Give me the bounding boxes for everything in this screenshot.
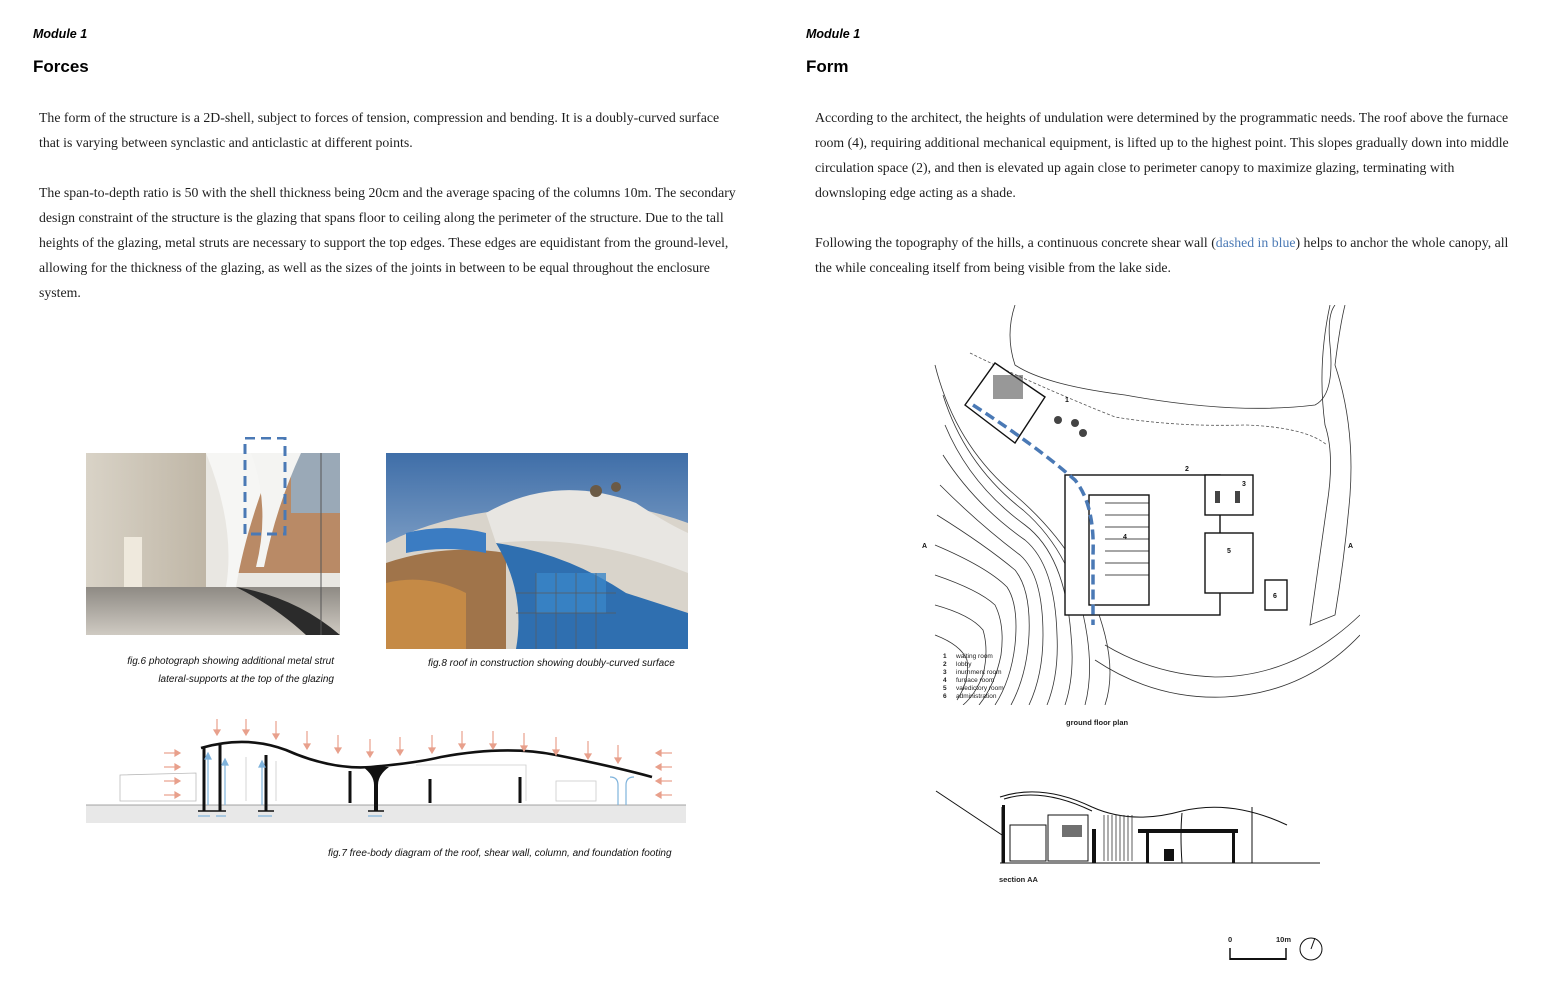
right-page-title: Form xyxy=(806,57,849,76)
right-paragraph-2-after: ) helps to anchor the whole canopy, all the while concealing itself from being visible from the lake side. xyxy=(815,235,1509,275)
right-paragraph-1: According to the architect, the heights of undulation were determined by the programmatic needs. The roof above the furnace room (4), requiring additional mechanical equipment, is lifted up to the highest point. This slopes gradually down into middle circulation space (2), and then is elevated up again close to perimeter canopy to maximize glazing, terminating with downsloping edge acting as a shade. xyxy=(815,110,1509,200)
section-marker-right: A xyxy=(1348,543,1354,550)
left-module-label: Module 1 xyxy=(33,27,88,41)
right-paragraph-2 xyxy=(815,230,1515,280)
ground-floor-plan xyxy=(915,305,1360,705)
section-aa-title: section AA xyxy=(999,875,1038,884)
right-module-label: Module 1 xyxy=(806,27,861,41)
legend-item: 2 lobby xyxy=(943,661,972,668)
fig8-caption: fig.8 roof in construction showing doubly-curved surface xyxy=(428,658,675,669)
fig7-diagram xyxy=(86,715,688,827)
legend-item: 4 furnace room xyxy=(943,677,995,684)
plan-room-number: 5 xyxy=(1227,548,1231,555)
plan-room-number: 6 xyxy=(1273,593,1277,600)
plan-legend xyxy=(943,653,1004,701)
left-paragraph-1: The form of the structure is a 2D-shell, subject to forces of tension, compression and bending. It is a doubly-curved surface that is varying between synclastic and anticlastic at different points. xyxy=(39,110,720,150)
fig7-caption: fig.7 free-body diagram of the roof, shear wall, column, and foundation footing xyxy=(328,848,672,859)
legend-item: 6 administration xyxy=(943,693,997,700)
right-paragraph-2-before: Following the topography of the hills, a continuous concrete shear wall ( xyxy=(815,235,1216,250)
section-marker-left: A xyxy=(922,543,928,550)
left-paragraph-2: The span-to-depth ratio is 50 with the shell thickness being 20cm and the average spacing of the columns 10m. The secondary design constraint of the structure is the glazing that spans floor to ceiling along the perimeter of the structure. Due to the tall heights of the glazing, metal struts are necessary to support the top edges. These edges are equidistant from the ground-level, allowing for the thickness of the glazing, as well as the sizes of the joints in between to be equal throughout the enclosure system. xyxy=(39,185,736,300)
plan-room-number: 4 xyxy=(1123,534,1127,541)
scale-end-label: 10m xyxy=(1276,935,1292,944)
plan-room-number: 1 xyxy=(1065,397,1069,404)
plan-room-number: 2 xyxy=(1185,466,1189,473)
scale-bar xyxy=(1228,944,1290,962)
fig6-photo xyxy=(86,437,340,635)
dashed-in-blue-highlight: dashed in blue xyxy=(1215,235,1296,250)
fig6-caption-line2: lateral-supports at the top of the glazing xyxy=(158,674,334,685)
fig6-caption-line1: fig.6 photograph showing additional metal strut xyxy=(127,656,334,667)
fig8-photo xyxy=(386,453,688,649)
left-page-title: Forces xyxy=(33,57,89,76)
legend-item: 3 inurnment room xyxy=(943,669,1002,676)
scale-start-label: 0 xyxy=(1228,935,1233,944)
fig6-caption xyxy=(86,653,334,689)
legend-item: 5 valedictory room xyxy=(943,685,1004,692)
north-arrow-icon xyxy=(1298,936,1324,962)
legend-item: 1 waiting room xyxy=(943,653,993,660)
ground-floor-plan-title: ground floor plan xyxy=(1066,718,1129,727)
section-aa-drawing xyxy=(932,785,1322,865)
plan-room-number: 3 xyxy=(1242,481,1246,488)
